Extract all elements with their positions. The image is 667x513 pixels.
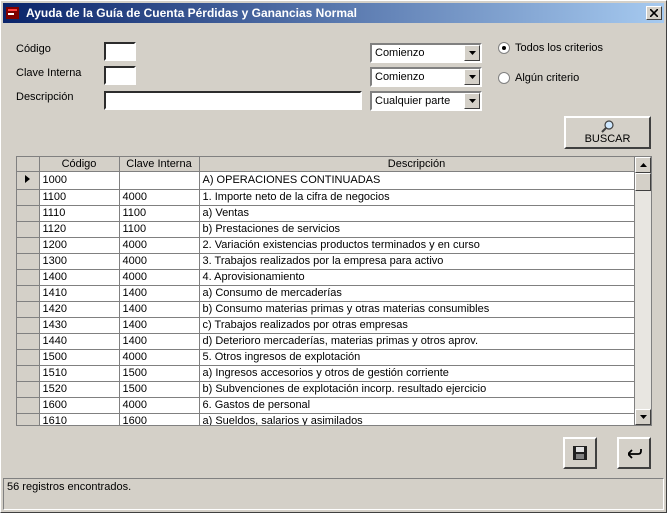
row-selector[interactable] [17,317,39,333]
cell-clave-interna: 4000 [119,237,199,253]
chevron-down-icon [469,51,476,55]
clave-interna-input[interactable] [104,66,136,85]
row-selector[interactable] [17,413,39,426]
cell-clave-interna [119,171,199,189]
clave-match-value: Comienzo [375,71,425,83]
descripcion-match-select[interactable] [370,91,482,111]
cell-descripcion: a) Consumo de mercaderías [199,285,634,301]
table-row[interactable] [17,205,634,221]
status-bar [3,478,664,510]
cell-clave-interna: 4000 [119,269,199,285]
row-selector[interactable] [17,301,39,317]
cell-descripcion: b) Prestaciones de servicios [199,221,634,237]
cell-clave-interna: 1400 [119,317,199,333]
table-row[interactable] [17,253,634,269]
app-icon [5,5,21,21]
floppy-disk-icon [573,446,587,460]
table-row[interactable] [17,285,634,301]
title-bar [3,3,664,23]
cell-clave-interna: 4000 [119,189,199,205]
row-selector[interactable] [17,189,39,205]
cell-clave-interna: 4000 [119,349,199,365]
table-row[interactable] [17,349,634,365]
cell-codigo: 1410 [39,285,119,301]
cell-codigo: 1120 [39,221,119,237]
row-selector[interactable] [17,237,39,253]
cell-descripcion: 2. Variación existencias productos terminados y en curso [199,237,634,253]
chevron-down-icon [469,75,476,79]
cell-descripcion: 5. Otros ingresos de explotación [199,349,634,365]
cell-descripcion: 6. Gastos de personal [199,397,634,413]
cell-clave-interna: 1400 [119,333,199,349]
cell-codigo: 1600 [39,397,119,413]
cell-descripcion: d) Deterioro mercaderías, materias primas y otros aprov. [199,333,634,349]
arrow-down-icon [640,415,647,419]
cell-codigo: 1200 [39,237,119,253]
cell-descripcion: 1. Importe neto de la cifra de negocios [199,189,634,205]
cell-codigo: 1110 [39,205,119,221]
descripcion-match-dropdown-button[interactable] [464,93,480,109]
descripcion-match-value: Cualquier parte [375,95,451,107]
buscar-button[interactable] [564,116,651,149]
radio-todos-criterios[interactable] [498,42,603,54]
table-row[interactable] [17,317,634,333]
cell-clave-interna: 1100 [119,221,199,237]
clave-interna-label: Clave Interna [16,67,82,79]
table-row[interactable] [17,397,634,413]
radio-algun-label: Algún criterio [515,72,580,84]
buscar-label: BUSCAR [584,133,631,145]
cell-descripcion: a) Ventas [199,205,634,221]
cell-descripcion: b) Subvenciones de explotación incorp. resultado ejercicio [199,381,634,397]
table-row[interactable] [17,221,634,237]
radio-dot [498,72,510,84]
codigo-match-select[interactable] [370,43,482,63]
clave-match-select[interactable] [370,67,482,87]
row-selector[interactable] [17,381,39,397]
cell-codigo: 1440 [39,333,119,349]
row-selector[interactable] [17,333,39,349]
cell-codigo: 1500 [39,349,119,365]
radio-todos-label: Todos los criterios [515,42,604,54]
grid-header-row [17,157,634,171]
table-row[interactable] [17,381,634,397]
table-row[interactable] [17,365,634,381]
row-selector[interactable] [17,349,39,365]
cell-descripcion: 4. Aprovisionamiento [199,269,634,285]
table-row[interactable] [17,269,634,285]
clave-match-dropdown-button[interactable] [464,69,480,85]
table-row[interactable] [17,189,634,205]
cell-clave-interna: 1500 [119,365,199,381]
magnifier-icon [600,120,616,134]
cell-codigo: 1100 [39,189,119,205]
cell-codigo: 1400 [39,269,119,285]
row-selector-header [17,157,39,171]
row-selector[interactable] [17,269,39,285]
scroll-down-button[interactable] [635,409,651,425]
undo-button[interactable] [617,437,651,469]
results-grid[interactable] [16,156,652,426]
cell-clave-interna: 1600 [119,413,199,426]
close-icon [650,9,658,17]
cell-codigo: 1000 [39,171,119,189]
table-row[interactable] [17,237,634,253]
cell-codigo: 1520 [39,381,119,397]
codigo-match-value: Comienzo [375,47,425,59]
col-header-clave-interna[interactable]: Clave Interna [119,157,199,171]
codigo-label: Código [16,43,51,55]
cell-descripcion: a) Sueldos, salarios y asimilados [199,413,634,426]
undo-arrow-icon [628,448,642,460]
cell-clave-interna: 1400 [119,301,199,317]
close-button[interactable] [646,6,662,20]
cell-codigo: 1610 [39,413,119,426]
cell-codigo: 1420 [39,301,119,317]
cell-descripcion: A) OPERACIONES CONTINUADAS [199,171,634,189]
cell-descripcion: a) Ingresos accesorios y otros de gestión corriente [199,365,634,381]
radio-dot-selected [498,42,510,54]
cell-codigo: 1510 [39,365,119,381]
chevron-down-icon [469,99,476,103]
window-title: Ayuda de la Guía de Cuenta Pérdidas y Ganancias Normal [26,6,357,20]
table-row[interactable] [17,333,634,349]
cell-clave-interna: 4000 [119,253,199,269]
row-selector[interactable] [17,205,39,221]
col-header-descripcion[interactable]: Descripción [199,157,634,171]
cell-descripcion: c) Trabajos realizados por otras empresas [199,317,634,333]
cell-codigo: 1300 [39,253,119,269]
table-row[interactable] [17,413,634,426]
radio-algun-criterio[interactable] [498,72,579,84]
scroll-up-button[interactable] [635,157,651,173]
status-text: 56 registros encontrados. [7,481,132,493]
row-selector[interactable] [17,221,39,237]
descripcion-label: Descripción [16,91,74,103]
cell-clave-interna: 1400 [119,285,199,301]
grid-vertical-scrollbar[interactable] [635,157,651,425]
row-selector[interactable] [17,397,39,413]
table-row[interactable] [17,171,634,189]
col-header-codigo[interactable]: Código [39,157,119,171]
arrow-up-icon [640,163,647,167]
results-table [17,157,635,426]
descripcion-input[interactable] [104,91,362,110]
cell-clave-interna: 1500 [119,381,199,397]
row-selector[interactable] [17,171,39,189]
current-row-indicator-icon [17,172,39,186]
row-selector[interactable] [17,285,39,301]
codigo-match-dropdown-button[interactable] [464,45,480,61]
row-selector[interactable] [17,253,39,269]
save-button[interactable] [563,437,597,469]
table-row[interactable] [17,301,634,317]
codigo-input[interactable] [104,42,136,61]
cell-clave-interna: 4000 [119,397,199,413]
cell-clave-interna: 1100 [119,205,199,221]
cell-codigo: 1430 [39,317,119,333]
cell-descripcion: 3. Trabajos realizados por la empresa para activo [199,253,634,269]
row-selector[interactable] [17,365,39,381]
scroll-thumb[interactable] [635,173,651,191]
cell-descripcion: b) Consumo materias primas y otras materias consumibles [199,301,634,317]
